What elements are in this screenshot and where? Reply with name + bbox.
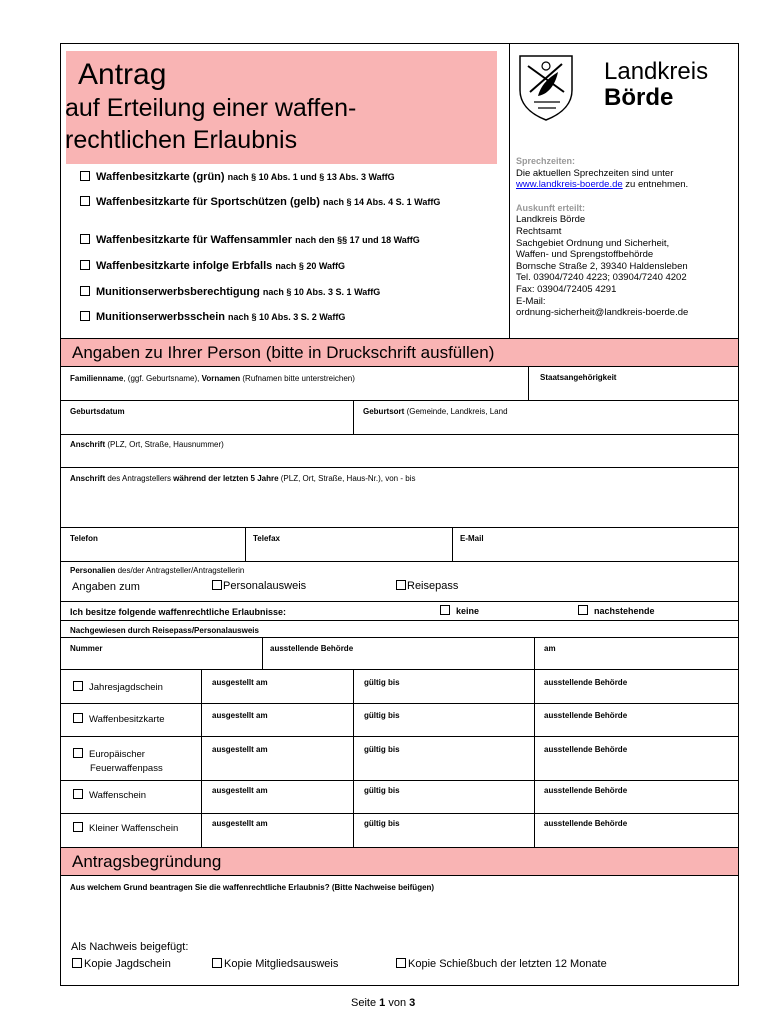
id-option-reisepass[interactable]: Reisepass	[396, 580, 458, 592]
contact-sidebar: Sprechzeiten: Die aktuellen Sprechzeiten sind unter www.landkreis-boerde.de zu entnehmen. Auskunft erteilt: Landkreis Börde Rechtsamt Sachgebiet Ordnung und Sicherheit, Waffen- und Sprengstoffbehörde Bornsche Straße 2, 39340 Haldensleben Tel. 03904/7240 4223; 03904/7240 4202 Fax: 03904/72405 4291 E-Mail: ordnung-sicherheit@landkreis-boerde.de	[516, 156, 689, 319]
permit-option-6[interactable]: Munitionserwerbsschein nach § 10 Abs. 3 S. 2 WaffG	[80, 311, 345, 323]
page-subtitle-line2: rechtlichen Erlaubnis	[65, 126, 298, 154]
permit-option-3[interactable]: Waffenbesitzkarte für Waffensammler nach den §§ 17 und 18 WaffG	[80, 234, 420, 246]
info-label: Auskunft erteilt:	[516, 202, 586, 213]
id-date-field-label[interactable]: am	[544, 644, 556, 653]
attachment-option-schiessbuch[interactable]: Kopie Schießbuch der letzten 12 Monate	[396, 958, 607, 970]
id-label: Personalien des/der Antragsteller/Antragstellerin	[70, 566, 245, 575]
issued-field-label[interactable]: ausgestellt am	[212, 711, 268, 720]
contact-line: Waffen- und Sprengstoffbehörde	[516, 249, 654, 261]
authority-field-label[interactable]: ausstellende Behörde	[544, 711, 628, 720]
contact-email: ordnung-sicherheit@landkreis-boerde.de	[516, 307, 689, 319]
section-reason-header: Antragsbegründung	[61, 847, 738, 876]
logo-text-landkreis: Landkreis	[604, 58, 709, 85]
section-person-header: Angaben zu Ihrer Person (bitte in Druckschrift ausfüllen)	[61, 338, 738, 367]
birthplace-field-label[interactable]: Geburtsort (Gemeinde, Landkreis, Land	[363, 407, 508, 416]
permit-row-waffenschein[interactable]: Waffenschein	[73, 789, 146, 801]
authority-field-label[interactable]: ausstellende Behörde	[544, 745, 628, 754]
logo-text-boerde: Börde	[604, 84, 674, 111]
checkbox[interactable]	[80, 234, 90, 244]
checkbox[interactable]	[80, 171, 90, 181]
checkbox[interactable]	[73, 748, 83, 758]
valid-field-label[interactable]: gültig bis	[364, 819, 400, 828]
checkbox[interactable]	[578, 605, 588, 615]
nationality-field-label[interactable]: Staatsangehörigkeit	[540, 373, 617, 382]
permit-row-feuerwaffenpass-line2: Feuerwaffenpass	[90, 763, 163, 774]
checkbox[interactable]	[73, 713, 83, 723]
issued-field-label[interactable]: ausgestellt am	[212, 819, 268, 828]
checkbox[interactable]	[396, 958, 406, 968]
page-title: Antrag	[78, 58, 167, 91]
contact-line: Rechtsamt	[516, 225, 562, 237]
permit-row-waffenbesitzkarte[interactable]: Waffenbesitzkarte	[73, 713, 165, 725]
authority-field-label[interactable]: ausstellende Behörde	[544, 678, 628, 687]
attachment-option-mitgliedsausweis[interactable]: Kopie Mitgliedsausweis	[212, 958, 338, 970]
hours-label: Sprechzeiten:	[516, 156, 576, 166]
contact-line: E-Mail:	[516, 295, 546, 307]
checkbox[interactable]	[80, 196, 90, 206]
option-none[interactable]: keine	[440, 605, 479, 616]
page-subtitle-line1: auf Erteilung einer waffen-	[65, 94, 357, 122]
birthdate-field-label[interactable]: Geburtsdatum	[70, 407, 125, 416]
issued-field-label[interactable]: ausgestellt am	[212, 745, 268, 754]
column-divider	[509, 44, 510, 339]
attachment-option-jagdschein[interactable]: Kopie Jagdschein	[72, 958, 171, 970]
valid-field-label[interactable]: gültig bis	[364, 745, 400, 754]
contact-line: Fax: 03904/72405 4291	[516, 283, 617, 295]
proof-label: Nachgewiesen durch Reisepass/Personalausweis	[70, 626, 259, 635]
contact-line: Sachgebiet Ordnung und Sicherheit,	[516, 237, 670, 249]
valid-field-label[interactable]: gültig bis	[364, 678, 400, 687]
checkbox[interactable]	[440, 605, 450, 615]
name-field-label[interactable]: Familienname, (ggf. Geburtsname), Vornamen (Rufnamen bitte unterstreichen)	[70, 374, 355, 383]
checkbox[interactable]	[212, 580, 222, 590]
checkbox[interactable]	[80, 311, 90, 321]
page-number: Seite 1 von 3	[351, 997, 416, 1009]
permit-option-2[interactable]: Waffenbesitzkarte für Sportschützen (gelb) nach § 14 Abs. 4 S. 1 WaffG	[80, 196, 440, 208]
checkbox[interactable]	[396, 580, 406, 590]
checkbox[interactable]	[73, 822, 83, 832]
coat-of-arms-icon	[516, 52, 576, 122]
own-permits-label: Ich besitze folgende waffenrechtliche Erlaubnisse:	[70, 607, 287, 617]
valid-field-label[interactable]: gültig bis	[364, 711, 400, 720]
authority-field-label[interactable]: ausstellende Behörde	[544, 786, 628, 795]
id-type-label: Angaben zum	[72, 581, 140, 593]
checkbox[interactable]	[80, 260, 90, 270]
permit-option-5[interactable]: Munitionserwerbsberechtigung nach § 10 Abs. 3 S. 1 WaffG	[80, 286, 380, 298]
phone-field-label[interactable]: Telefon	[70, 534, 98, 543]
checkbox[interactable]	[73, 681, 83, 691]
permit-option-1[interactable]: Waffenbesitzkarte (grün) nach § 10 Abs. 1 und § 13 Abs. 3 WaffG	[80, 171, 395, 183]
attached-label: Als Nachweis beigefügt:	[71, 941, 189, 953]
permit-row-jahresjagdschein[interactable]: Jahresjagdschein	[73, 681, 163, 693]
valid-field-label[interactable]: gültig bis	[364, 786, 400, 795]
hours-text: Die aktuellen Sprechzeiten sind unter	[516, 167, 674, 179]
issued-field-label[interactable]: ausgestellt am	[212, 678, 268, 687]
email-field-label[interactable]: E-Mail	[460, 534, 484, 543]
checkbox[interactable]	[80, 286, 90, 296]
reason-question[interactable]: Aus welchem Grund beantragen Sie die waffenrechtliche Erlaubnis? (Bitte Nachweise beifügen)	[70, 883, 435, 892]
permit-option-4[interactable]: Waffenbesitzkarte infolge Erbfalls nach § 20 WaffG	[80, 260, 345, 272]
contact-line: Landkreis Börde	[516, 214, 586, 226]
id-authority-field-label[interactable]: ausstellende Behörde	[270, 644, 354, 653]
id-option-personalausweis[interactable]: Personalausweis	[212, 580, 306, 592]
previous-address-field-label[interactable]: Anschrift des Antragstellers während der letzten 5 Jahre (PLZ, Ort, Straße, Haus-Nr.), von - bis	[70, 474, 416, 483]
id-number-field-label[interactable]: Nummer	[70, 644, 103, 653]
option-following[interactable]: nachstehende	[578, 605, 655, 616]
fax-field-label[interactable]: Telefax	[253, 534, 280, 543]
checkbox[interactable]	[212, 958, 222, 968]
website-link[interactable]: www.landkreis-boerde.de	[516, 179, 623, 191]
permit-row-feuerwaffenpass[interactable]: Europäischer	[73, 748, 145, 760]
address-field-label[interactable]: Anschrift (PLZ, Ort, Straße, Hausnummer)	[70, 440, 224, 449]
issued-field-label[interactable]: ausgestellt am	[212, 786, 268, 795]
checkbox[interactable]	[72, 958, 82, 968]
contact-line: Tel. 03904/7240 4223; 03904/7240 4202	[516, 272, 687, 284]
checkbox[interactable]	[73, 789, 83, 799]
permit-row-kleiner-waffenschein[interactable]: Kleiner Waffenschein	[73, 822, 178, 834]
contact-line: Bornsche Straße 2, 39340 Haldensleben	[516, 260, 688, 272]
authority-field-label[interactable]: ausstellende Behörde	[544, 819, 628, 828]
